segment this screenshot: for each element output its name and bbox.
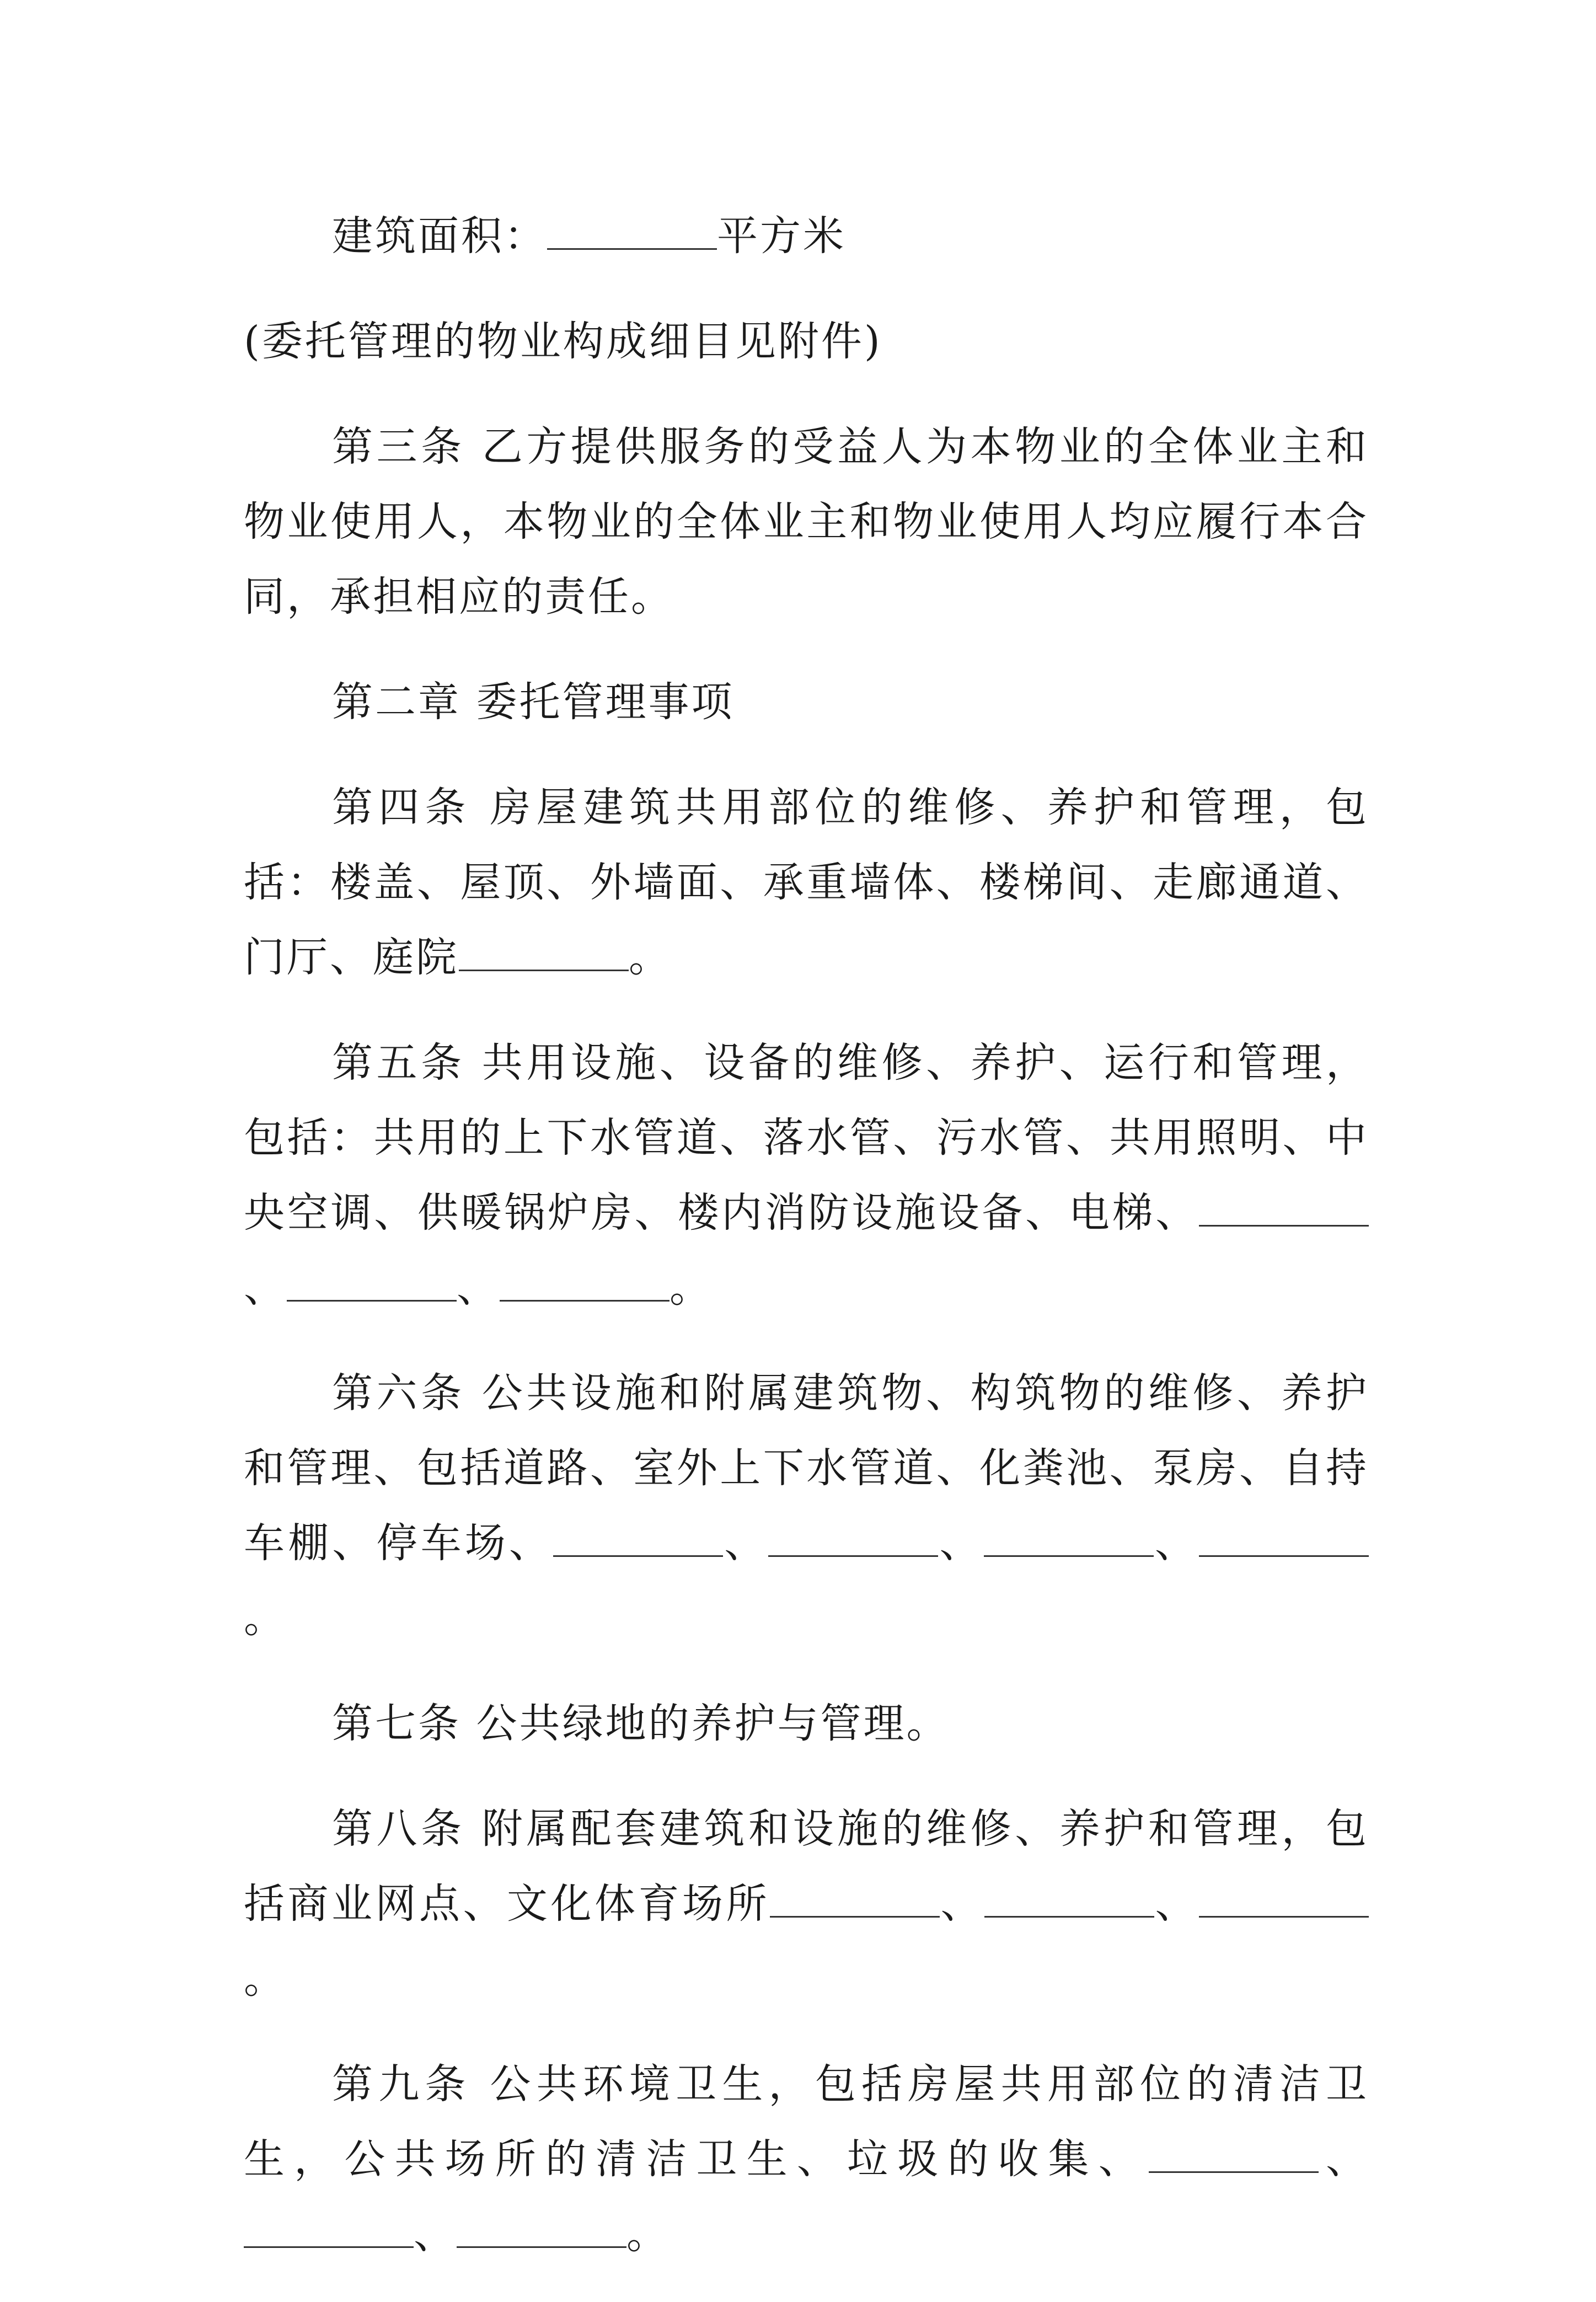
fill-blank[interactable] (1199, 1186, 1369, 1227)
building-area-label: 建筑面积： (332, 212, 547, 260)
chapter-2-heading: 第二章 委托管理事项 (332, 678, 735, 726)
fill-blank[interactable] (547, 210, 717, 250)
fill-blank[interactable] (459, 931, 629, 971)
fill-blank[interactable] (984, 1877, 1154, 1918)
article-3: 第三条 乙方提供服务的受益人为本物业的全体业主和物业使用人，本物业的全体业主和物业使用人均应履行本合同，承担相应的责任。 (244, 423, 1369, 620)
fill-blank[interactable] (244, 2208, 414, 2248)
fill-blank[interactable] (770, 1877, 940, 1918)
fill-blank[interactable] (1149, 2133, 1319, 2173)
article-7: 第七条 公共绿地的养护与管理。 (332, 1700, 950, 1747)
contract-body (244, 199, 1369, 2302)
fill-blank[interactable] (457, 2208, 626, 2248)
fill-blank[interactable] (500, 1261, 670, 1302)
fill-blank[interactable] (287, 1261, 457, 1302)
article-6: 第六条 公共设施和附属建筑物、构筑物的维修、养护和管理、包括道路、室外上下水管道、化粪池、泵房、自持车棚、停车场、 、 、 、。 (244, 1369, 1369, 1642)
area-note: (委托管理的物业构成细目见附件) (244, 318, 882, 365)
article-9: 第九条 公共环境卫生，包括房屋共用部位的清洁卫生，公共场所的清洁卫生、垃圾的收集、 、、 。 (244, 2060, 1369, 2258)
fill-blank[interactable] (1199, 1877, 1369, 1918)
fill-blank[interactable] (768, 1517, 938, 1557)
article-4: 第四条 房屋建筑共用部位的维修、养护和管理，包括：楼盖、屋顶、外墙面、承重墙体、楼梯间、走廊通道、门厅、庭院 。 (244, 784, 1369, 981)
building-area-unit: 平方米 (717, 212, 846, 260)
article-8: 第八条 附属配套建筑和设施的维修、养护和管理，包括商业网点、文化体育场所 、 、。 (244, 1805, 1369, 2003)
fill-blank[interactable] (984, 1517, 1154, 1557)
fill-blank[interactable] (1199, 1517, 1369, 1557)
building-area-line (244, 199, 1369, 274)
article-5: 第五条 共用设施、设备的维修、养护、运行和管理，包括：共用的上下水管道、落水管、污水管、共用照明、中央空调、供暖锅炉房、楼内消防设施设备、电梯、、 、 。 (244, 1039, 1369, 1311)
fill-blank[interactable] (553, 1517, 723, 1557)
